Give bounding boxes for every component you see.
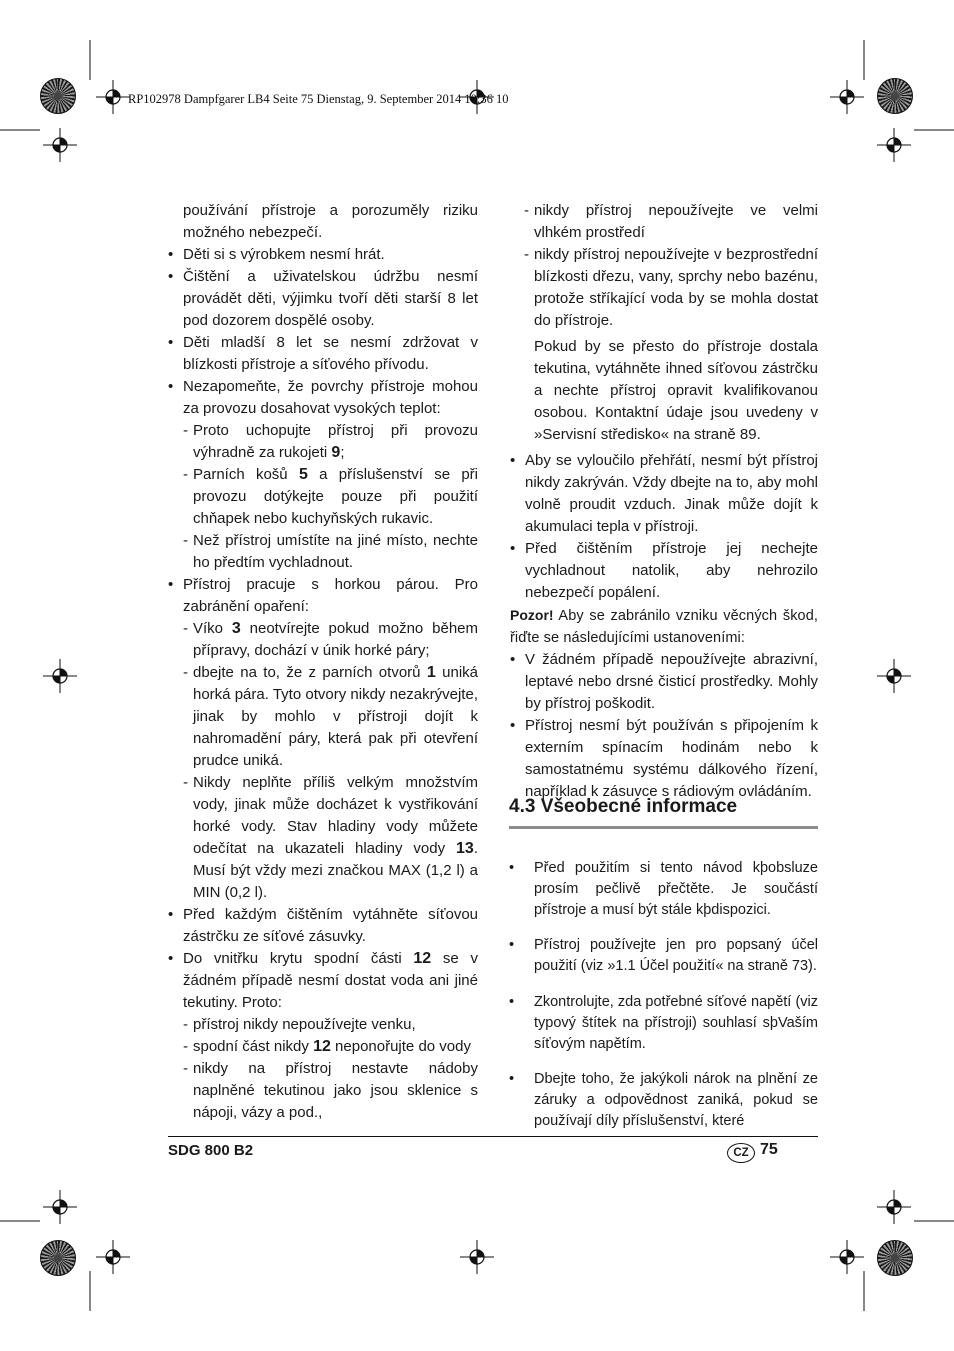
sub-list-item: - Proto uchopujte přístroj při provozu výhradně za rukojeti 9; [168,420,478,464]
registration-rosette-icon [877,78,913,114]
list-item: • V žádném případě nepoužívejte abrazivní, leptavé nebo drsné čisticí prostředky. Mohly by přístroj poškodit. [510,649,818,715]
left-column [168,200,478,1124]
crosshair-right-mid-icon [877,659,911,693]
list-item: • Zkontrolujte, zda potřebné síťové napětí (viz typový štítek na přístroji) souhlasí sþVaším síťovým napětím. [509,992,818,1055]
list-item: • Nezapomeňte, že povrchy přístroje mohou za provozu dosahovat vysokých teplot: [168,376,478,420]
note-text: Pokud by se přesto do přístroje dostala tekutina, vytáhněte ihned síťovou zástrčku a nechte přístroj opravit kvalifikovanou osobou. Kontaktní údaje jsou uvedeny v »Servisní středisko« na straně 89. [534,338,818,443]
list-item: • Přístroj používejte jen pro popsaný účel použití (viz »1.1 Účel použití« na straně 73). [509,935,818,977]
general-info-list [509,843,818,1134]
caution-label: Pozor! [510,607,554,623]
continuation-text: používání přístroje a porozuměly riziku možného nebezpečí. [183,202,478,241]
list-item: • Před čištěním přístroje jej nechejte vychladnout natolik, aby nehrozilo nebezpečí popálení. [510,538,818,604]
list-item: • Děti mladší 8 let se nesmí zdržovat v blízkosti přístroje a síťového přívodu. [168,332,478,376]
registration-rosette-icon [877,1240,913,1276]
crosshair-left-upper-icon [43,128,77,162]
crosshair-left-mid-icon [43,659,77,693]
sub-list-item: - spodní část nikdy 12 neponořujte do vody [168,1036,478,1058]
list-item: • Před použitím si tento návod kþobsluze prosím pečlivě přečtěte. Je součástí přístroje a musí být stále kþdispozici. [509,858,818,921]
list-item: • Do vnitřku krytu spodní části 12 se v žádném případě nesmí dostat voda ani jiné tekutiny. Proto: [168,948,478,1014]
crosshair-bottom-left-icon [96,1240,130,1274]
footer-divider [168,1136,818,1137]
crosshair-top-right-icon [830,80,864,114]
print-header: RP102978 Dampfgarer LB4 Seite 75 Dienstag, 9. September 2014 10:36 10 [128,92,509,106]
sub-list-item: - Nikdy neplňte příliš velkým množstvím vody, jinak může docházet k vystřikování horké vody. Stav hladiny vody můžete odečítat na ukazateli hladiny vody 13. Musí být vždy mezi značkou MAX (1,2 l) a MIN (0,2 l). [168,772,478,904]
sub-list-item: - nikdy přístroj nepoužívejte ve velmi vlhkém prostředí [510,200,818,244]
sub-list-item: - nikdy na přístroj nestavte nádoby naplněné tekutinou jako jsou sklenice s nápoji, vázy a pod., [168,1058,478,1124]
crosshair-top-left-icon [96,80,130,114]
crosshair-right-upper-icon [877,128,911,162]
sub-list-item: - přístroj nikdy nepoužívejte venku, [168,1014,478,1036]
list-item: • Přístroj pracuje s horkou párou. Pro zabránění opaření: [168,574,478,618]
crosshair-left-lower-icon [43,1190,77,1224]
footer-model: SDG 800 B2 [168,1142,254,1159]
caution-paragraph: Pozor! Aby se zabránilo vzniku věcných škod, řiďte se následujícími ustanoveními: [510,607,818,646]
registration-rosette-icon [40,78,76,114]
language-badge: CZ [727,1143,755,1163]
section-heading: 4.3 Všeobecné informace [509,796,818,829]
list-item: • Přístroj nesmí být používán s připojením k externím spínacím hodinám nebo k samostatnému systému dálkového řízení, například k zásuvce s rádiovým ovládáním. [510,715,818,803]
sub-list-item: - nikdy přístroj nepoužívejte v bezprostřední blízkosti dřezu, vany, sprchy nebo bazénu, protože stříkající voda by se mohla dostat do přístroje. [510,244,818,332]
list-item: • Čištění a uživatelskou údržbu nesmí provádět děti, výjimku tvoří děti starší 8 let pod dozorem dospělé osoby. [168,266,478,332]
crosshair-right-lower-icon [877,1190,911,1224]
sub-list-item: - Parních košů 5 a příslušenství se při provozu dotýkejte pouze při použití chňapek nebo kuchyňských rukavic. [168,464,478,530]
crosshair-bottom-right-icon [830,1240,864,1274]
list-item: • Děti si s výrobkem nesmí hrát. [168,244,478,266]
registration-rosette-icon [40,1240,76,1276]
list-item: • Před každým čištěním vytáhněte síťovou zástrčku ze síťové zásuvky. [168,904,478,948]
list-item: • Aby se vyloučilo přehřátí, nesmí být přístroj nikdy zakrýván. Vždy dbejte na to, aby mohl volně proudit vzduch. Jinak může dojít k akumulaci tepla v přístroji. [510,450,818,538]
sub-list-item: - Než přístroj umístíte na jiné místo, nechte ho předtím vychladnout. [168,530,478,574]
crosshair-bottom-mid-icon [460,1240,494,1274]
page-number: 75 [760,1141,778,1158]
list-item: • Dbejte toho, že jakýkoli nárok na plnění ze záruky a odpovědnost zaniká, pokud se používají díly příslušenství, které [509,1069,818,1132]
sub-list-item: - Víko 3 neotvírejte pokud možno během přípravy, dochází v únik horké páry; [168,618,478,662]
sub-list-item: - dbejte na to, že z parních otvorů 1 uniká horká pára. Tyto otvory nikdy nezakrývejte, jinak by mohlo v přístroji dojít k nahromadění páry, která pak při otevření prudce uniká. [168,662,478,772]
right-column [510,200,818,803]
